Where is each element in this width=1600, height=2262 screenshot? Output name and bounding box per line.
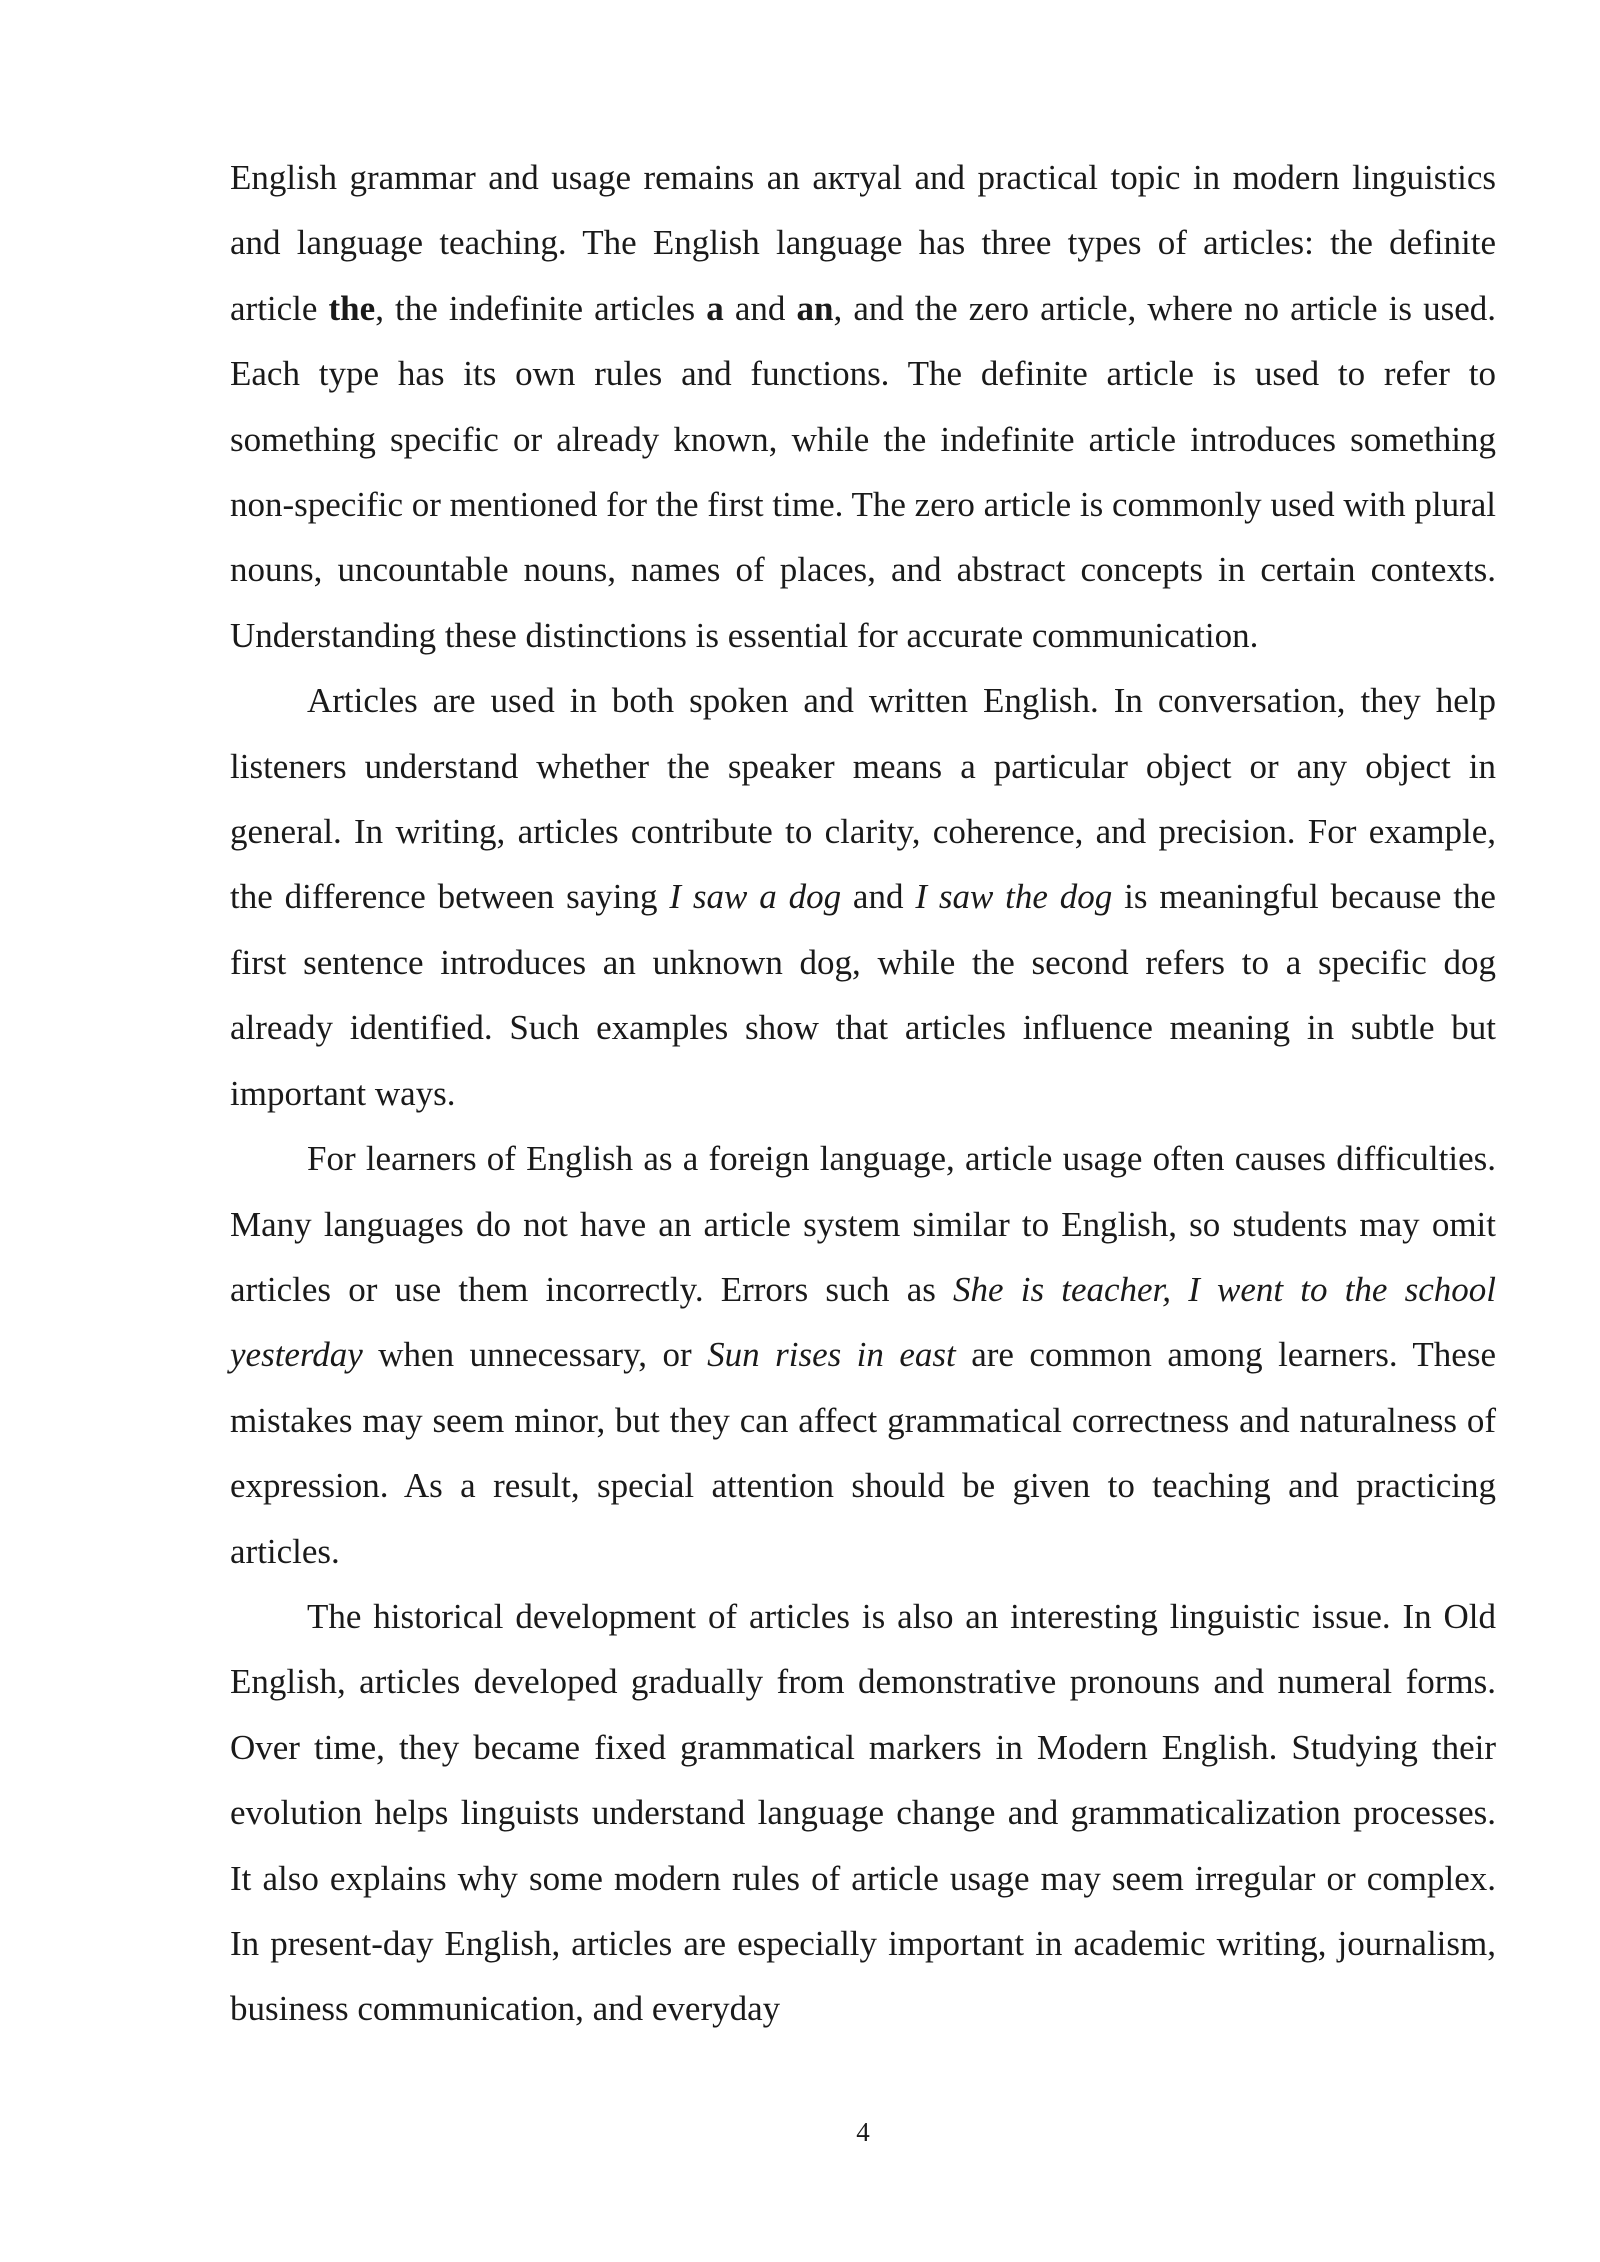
italic-example: Sun rises in east — [707, 1335, 956, 1375]
text-run: are common among learners. These mistakes may seem minor, but they can affect grammatical correctness and naturalness of expression. As a result, special attention should be given to teaching and practicing articles. — [230, 1335, 1496, 1571]
text-run: and — [723, 288, 797, 328]
text-run: English grammar and usage remains an актуal and practical topic in modern linguistics and language teaching. The English language has three types of articles: the definite article — [230, 158, 1496, 328]
italic-example: I saw a dog — [669, 877, 842, 917]
paragraph — [230, 668, 1496, 1126]
text-run: when unnecessary, or — [362, 1335, 708, 1375]
bold-term: a — [706, 288, 724, 328]
paragraph — [230, 1584, 1496, 2042]
text-run: , and the zero article, where no article is used. Each type has its own rules and functions. The definite article is used to refer to something specific or already known, while the indefinite article introduces something non-specific or mentioned for the first time. The zero article is commonly used with plural nouns, uncountable nouns, names of places, and abstract concepts in certain contexts. Understanding these distinctions is essential for accurate communication. — [230, 288, 1496, 655]
paragraph — [230, 145, 1496, 668]
bold-term: the — [328, 288, 376, 328]
text-run: , the indefinite articles — [375, 288, 707, 328]
bold-term: an — [796, 288, 834, 328]
text-run: For learners of English as a foreign language, article usage often causes difficulties. Many languages do not have an article system similar to English, so students may omit articles or use them incorrectly. Errors such as — [230, 1139, 1496, 1309]
body-text — [230, 145, 1496, 2042]
italic-example: She is teacher, I went to the school yesterday — [230, 1269, 1496, 1375]
text-run: The historical development of articles is also an interesting linguistic issue. In Old English, articles developed gradually from demonstrative pronouns and numeral forms. Over time, they became fixed grammatical markers in Modern English. Studying their evolution helps linguists understand language change and grammaticalization processes. It also explains why some modern rules of article usage may seem irregular or complex. In present-day English, articles are especially important in academic writing, journalism, business communication, and everyday — [230, 1596, 1496, 2029]
text-run: is meaningful because the first sentence introduces an unknown dog, while the second refers to a specific dog already identified. Such examples show that articles influence meaning in subtle but important ways. — [230, 877, 1496, 1113]
italic-example: I saw the dog — [915, 877, 1113, 917]
paragraph — [230, 1126, 1496, 1584]
text-run: Articles are used in both spoken and written English. In conversation, they help listeners understand whether the speaker means a particular object or any object in general. In writing, articles contribute to clarity, coherence, and precision. For example, the difference between saying — [230, 681, 1496, 917]
text-run: and — [841, 877, 916, 917]
page-number: 4 — [856, 2117, 870, 2147]
